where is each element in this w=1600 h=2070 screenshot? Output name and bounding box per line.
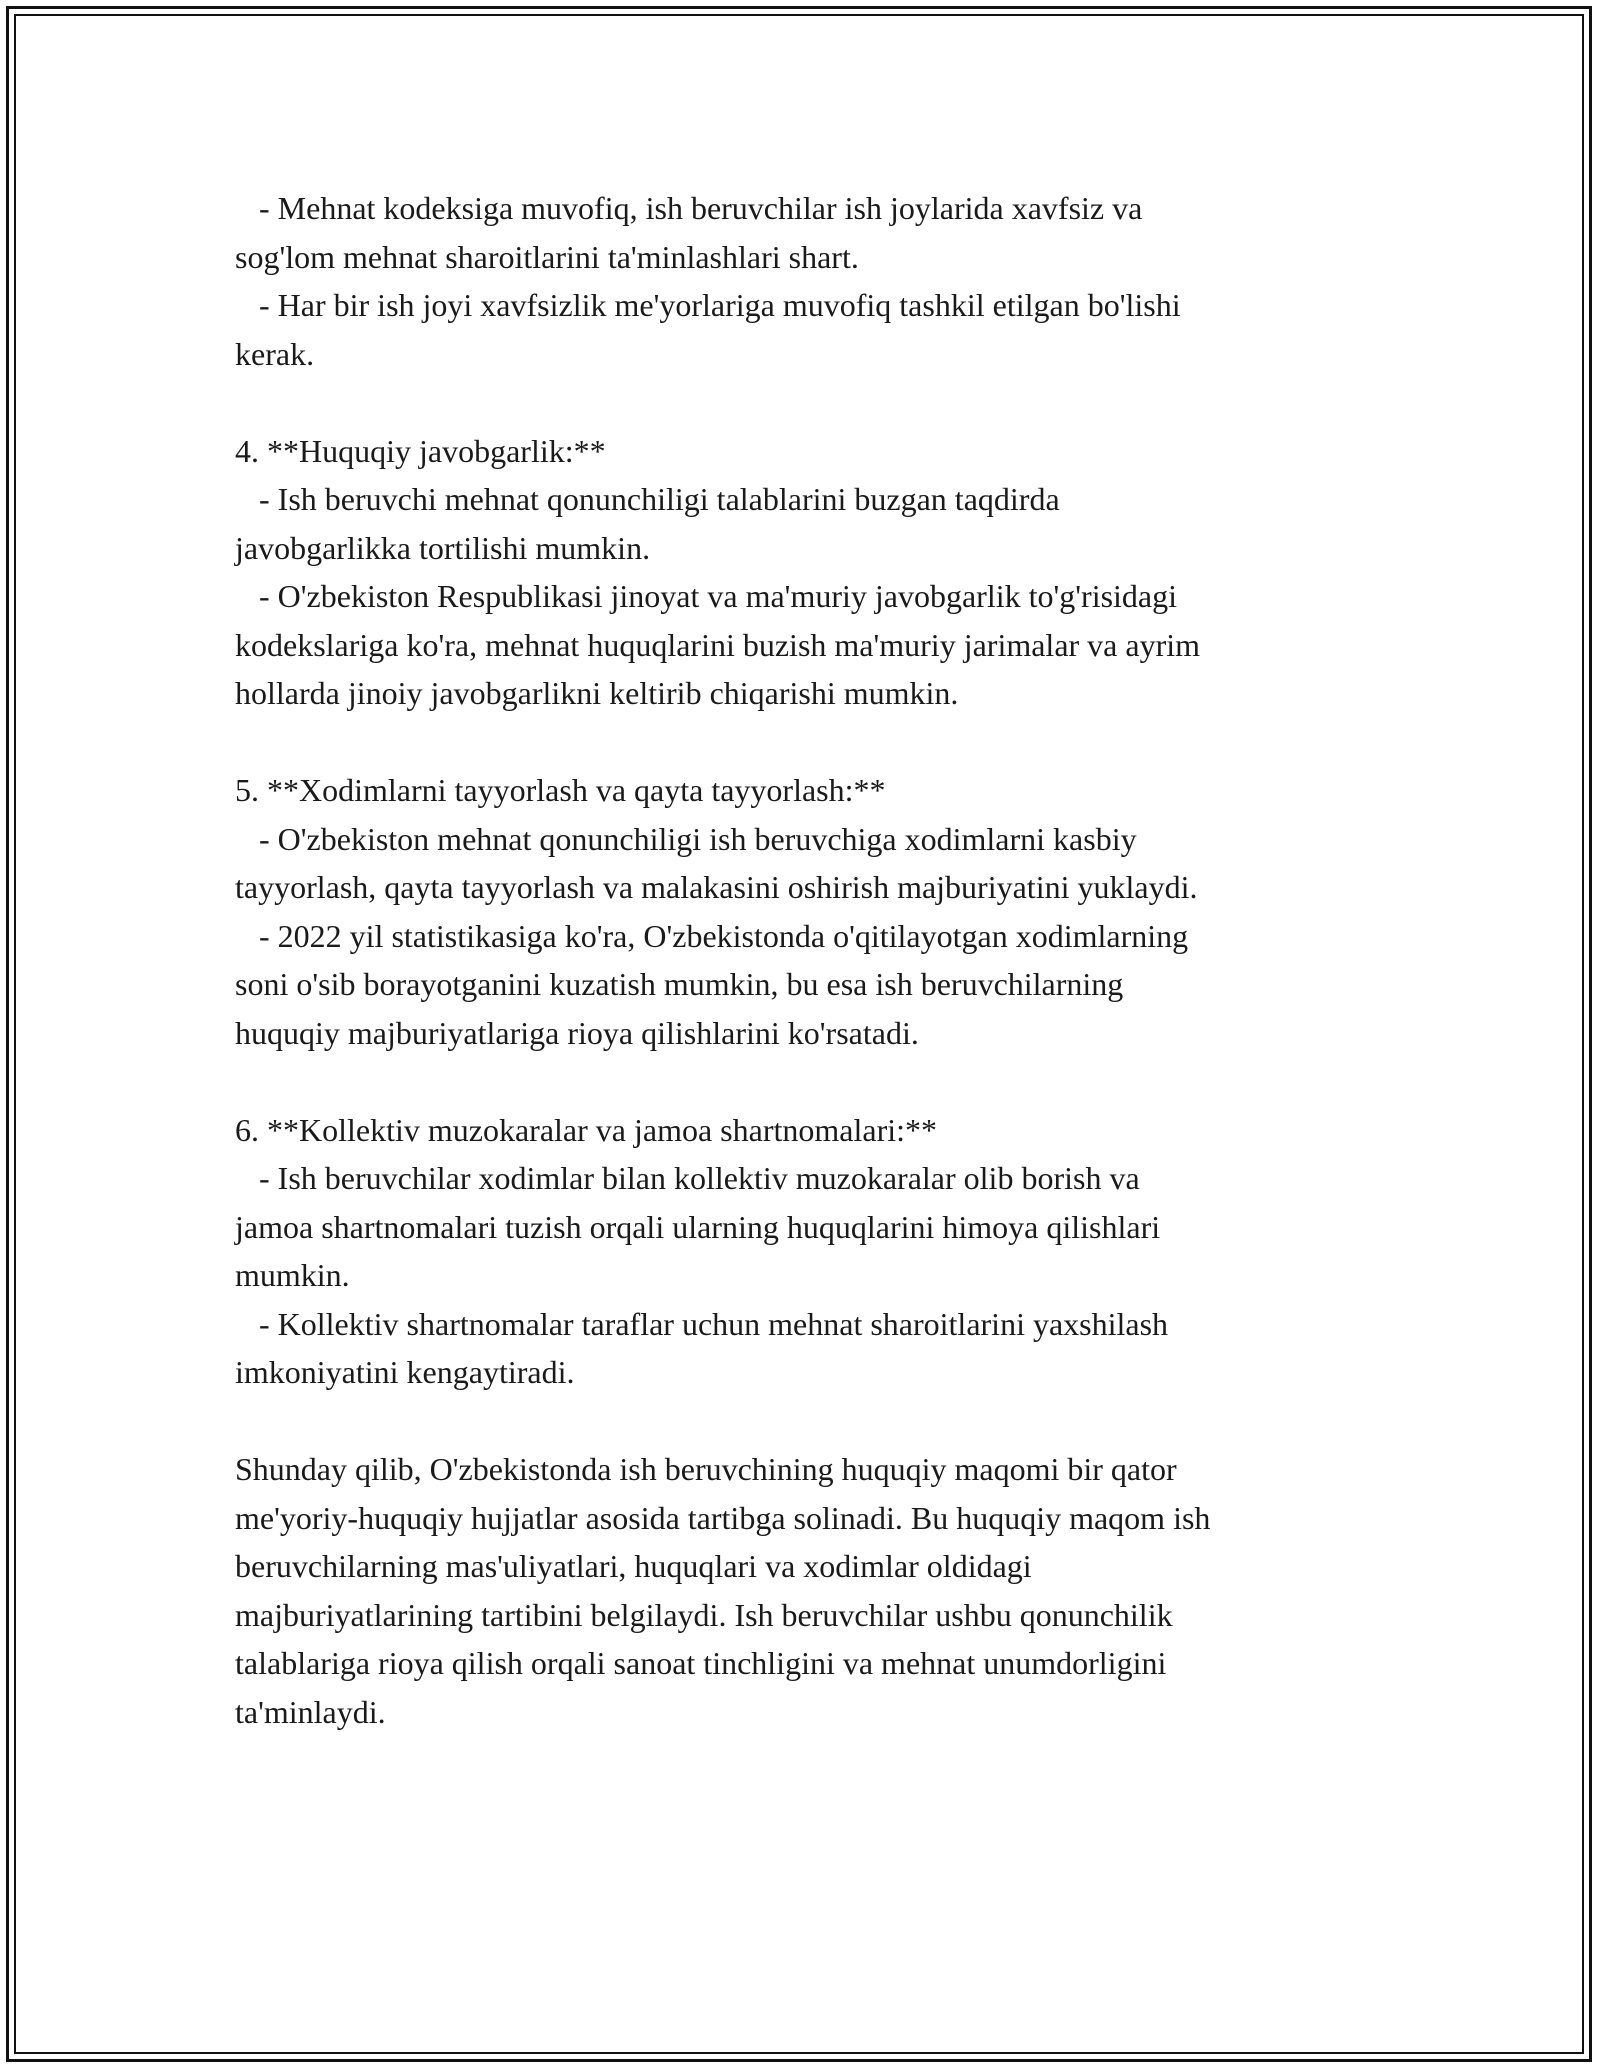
section-heading: 6. **Kollektiv muzokaralar va jamoa shartnomalari:** <box>235 1111 937 1148</box>
blank-line <box>235 718 1365 767</box>
text-line: tayyorlash, qayta tayyorlash va malakasini oshirish majburiyatini yuklaydi. <box>235 869 1198 905</box>
text-line: - Har bir ish joyi xavfsizlik me'yorlariga muvofiq tashkil etilgan bo'lishi <box>235 287 1181 323</box>
text-line: soni o'sib borayotganini kuzatish mumkin, bu esa ish beruvchilarning <box>235 966 1124 1002</box>
conclusion-line: me'yoriy-huquqiy hujjatlar asosida tartibga solinadi. Bu huquqiy maqom ish <box>235 1499 1211 1536</box>
text-line: - Ish beruvchi mehnat qonunchiligi talablarini buzgan taqdirda <box>235 481 1060 517</box>
text-line: huquqiy majburiyatlariga rioya qilishlarini ko'rsatadi. <box>235 1014 919 1051</box>
text-line: sog'lom mehnat sharoitlarini ta'minlashlari shart. <box>235 238 859 275</box>
text-line: - Mehnat kodeksiga muvofiq, ish beruvchilar ish joylarida xavfsiz va <box>235 190 1143 226</box>
text-line: - Kollektiv shartnomalar taraflar uchun mehnat sharoitlarini yaxshilash <box>235 1305 1169 1342</box>
section-heading: 4. **Huquqiy javobgarlik:** <box>235 432 606 469</box>
text-line: jamoa shartnomalari tuzish orqali ularning huquqlarini himoya qilishlari <box>235 1208 1161 1245</box>
text-line: - O'zbekiston mehnat qonunchiligi ish beruvchiga xodimlarni kasbiy <box>235 820 1137 857</box>
conclusion-line: talablariga rioya qilish orqali sanoat tinchligini va mehnat unumdorligini <box>235 1645 1167 1681</box>
conclusion-line: beruvchilarning mas'uliyatlari, huquqlari va xodimlar oldidagi <box>235 1548 1032 1584</box>
text-line: - 2022 yil statistikasiga ko'ra, O'zbekistonda o'qitilayotgan xodimlarning <box>235 917 1189 954</box>
section-heading: 5. **Xodimlarni tayyorlash va qayta tayyorlash:** <box>235 772 886 808</box>
blank-line <box>235 1057 1365 1106</box>
text-line: hollarda jinoiy javobgarlikni keltirib chiqarishi mumkin. <box>235 675 959 711</box>
conclusion-line: ta'minlaydi. <box>235 1693 386 1730</box>
text-line: mumkin. <box>235 1257 350 1293</box>
blank-line <box>235 1397 1365 1446</box>
blank-line <box>235 378 1365 427</box>
conclusion-line: Shunday qilib, O'zbekistonda ish beruvchining huquqiy maqomi bir qator <box>235 1451 1177 1487</box>
text-line: - O'zbekiston Respublikasi jinoyat va ma'muriy javobgarlik to'g'risidagi <box>235 578 1178 614</box>
text-line: - Ish beruvchilar xodimlar bilan kollektiv muzokaralar olib borish va <box>235 1160 1140 1196</box>
text-line: kerak. <box>235 335 315 372</box>
text-line: javobgarlikka tortilishi mumkin. <box>235 529 651 566</box>
conclusion-line: majburiyatlarining tartibini belgilaydi. Ish beruvchilar ushbu qonunchilik <box>235 1596 1173 1633</box>
document-body <box>235 184 1365 1736</box>
text-line: imkoniyatini kengaytiradi. <box>235 1354 575 1390</box>
text-line: kodekslariga ko'ra, mehnat huquqlarini buzish ma'muriy jarimalar va ayrim <box>235 626 1201 663</box>
